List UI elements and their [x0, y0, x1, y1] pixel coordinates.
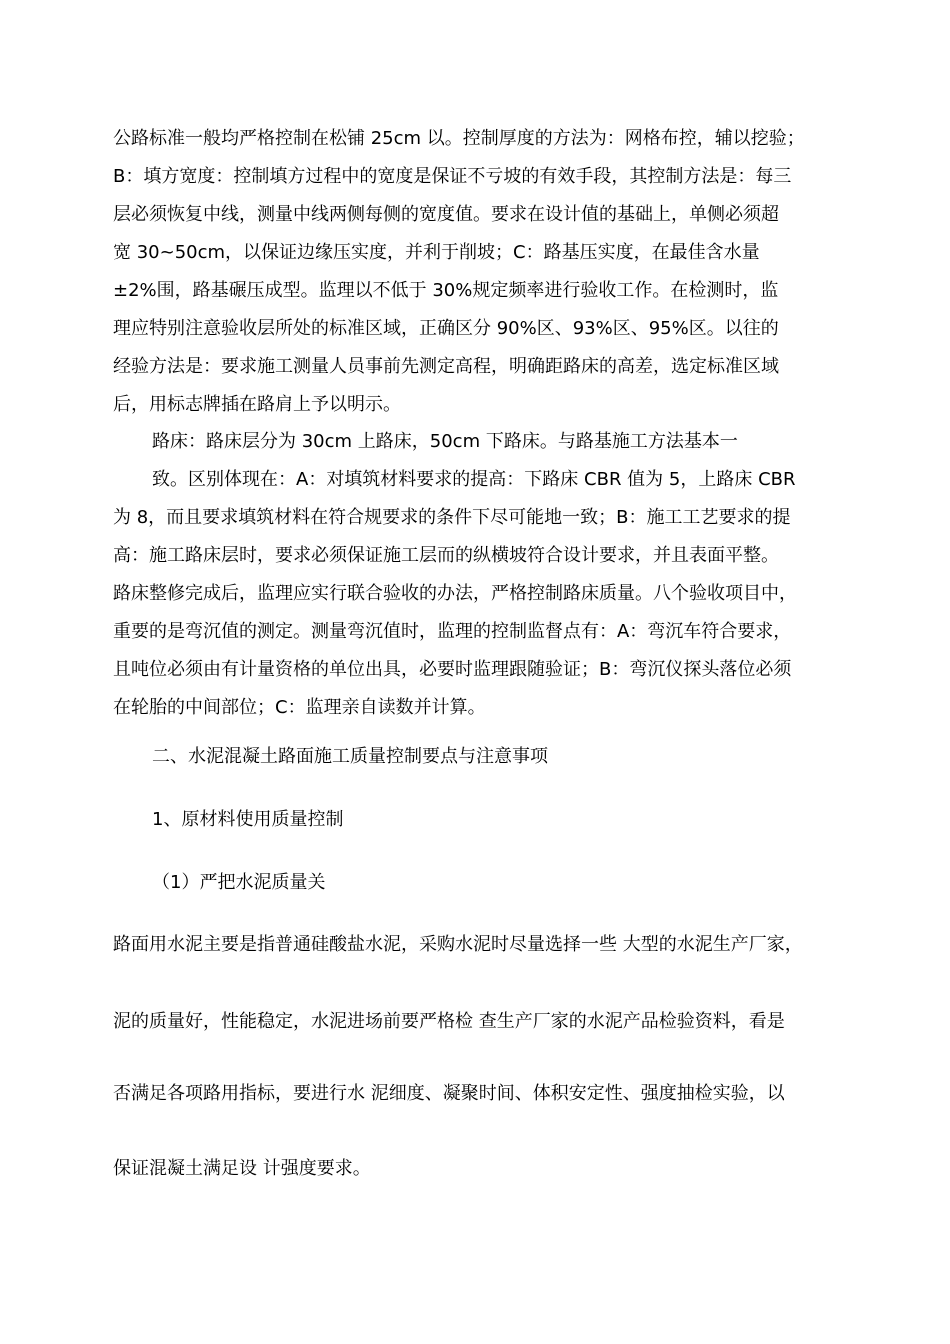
- paragraph-3-line-2: 泥的质量好，性能稳定，水泥进场前要严格检 查生产厂家的水泥产品检验资料，看是: [113, 1011, 785, 1032]
- paragraph-1-line-6: 理应特别注意验收层所处的标准区域，正确区分 90%区、93%区、95%区。以往的: [113, 318, 779, 339]
- paragraph-2-line-1: 路床：路床层分为 30cm 上路床，50cm 下路床。与路基施工方法基本一: [152, 431, 738, 452]
- paragraph-2-line-2: 致。区别体现在：A：对填筑材料要求的提高：下路床 CBR 值为 5，上路床 CBR: [152, 469, 796, 490]
- paragraph-1-line-1: 公路标准一般均严格控制在松铺 25cm 以。控制厚度的方法为：网格布控，辅以挖验；: [113, 128, 805, 149]
- paragraph-2-line-4: 高：施工路床层时，要求必须保证施工层而的纵横坡符合设计要求，并且表面平整。: [113, 545, 779, 566]
- sub-heading: （1）严把水泥质量关: [152, 872, 326, 893]
- paragraph-3-line-3: 否满足各项路用指标，要进行水 泥细度、凝聚时间、体积安定性、强度抽检实验，以: [113, 1083, 785, 1104]
- paragraph-2-line-6: 重要的是弯沉值的测定。测量弯沉值时，监理的控制监督点有：A：弯沉车符合要求，: [113, 621, 792, 642]
- paragraph-1-line-2: B：填方宽度：控制填方过程中的宽度是保证不亏坡的有效手段，其控制方法是：每三: [113, 166, 792, 187]
- paragraph-2-line-5: 路床整修完成后，监理应实行联合验收的办法，严格控制路床质量。八个验收项目中，: [113, 583, 797, 604]
- item-heading: 1、原材料使用质量控制: [152, 809, 344, 830]
- paragraph-1-line-8: 后，用标志牌插在路肩上予以明示。: [113, 394, 401, 415]
- paragraph-2-line-3: 为 8，而且要求填筑材料在符合规要求的条件下尽可能地一致；B：施工工艺要求的提: [113, 507, 791, 528]
- paragraph-1-line-4: 宽 30~50cm，以保证边缘压实度，并利于削坡；C：路基压实度，在最佳含水量: [113, 242, 760, 263]
- paragraph-1-line-3: 层必须恢复中线，测量中线两侧每侧的宽度值。要求在设计值的基础上，单侧必须超: [113, 204, 779, 225]
- paragraph-1-line-5: ±2%围，路基碾压成型。监理以不低于 30%规定频率进行验收工作。在检测时，监: [113, 280, 779, 301]
- paragraph-2-line-7: 且吨位必须由有计量资格的单位出具，必要时监理跟随验证；B：弯沉仪探头落位必须: [113, 659, 792, 680]
- paragraph-2-line-8: 在轮胎的中间部位；C：监理亲自读数并计算。: [113, 697, 486, 718]
- paragraph-3-line-1: 路面用水泥主要是指普通硅酸盐水泥，采购水泥时尽量选择一些 大型的水泥生产厂家，: [113, 934, 803, 955]
- paragraph-1-line-7: 经验方法是：要求施工测量人员事前先测定高程，明确距路床的高差，选定标准区域: [113, 356, 779, 377]
- section-heading: 二、水泥混凝土路面施工质量控制要点与注意事项: [152, 746, 548, 767]
- paragraph-3-line-4: 保证混凝土满足设 计强度要求。: [113, 1158, 371, 1179]
